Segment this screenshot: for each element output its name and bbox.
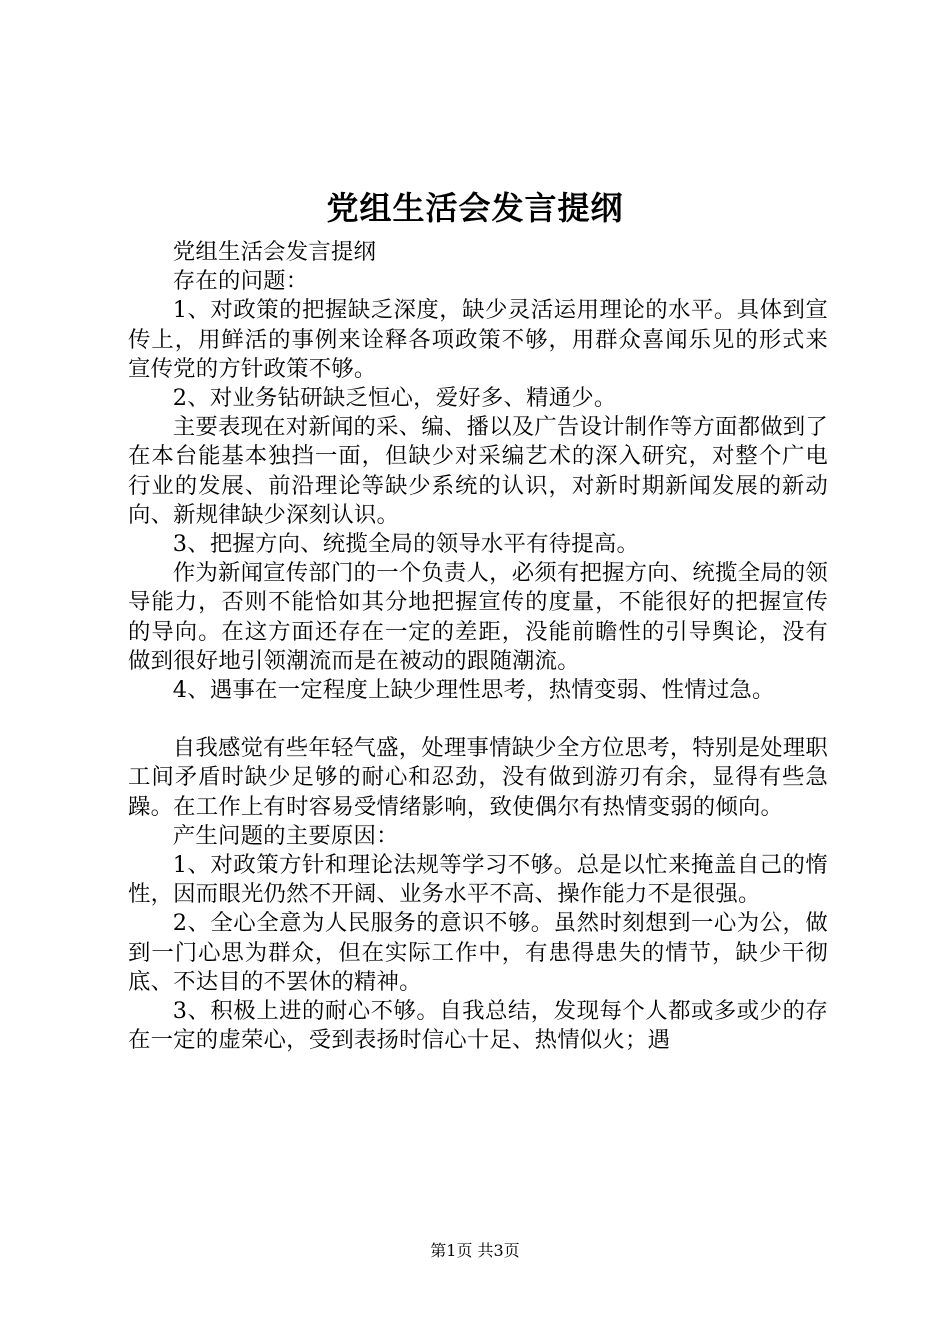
paragraph: 作为新闻宣传部门的一个负责人，必须有把握方向、统揽全局的领导能力，否则不能恰如其分地把握宣传的度量，不能很好的把握宣传的导向。在这方面还存在一定的差距，没能前瞻性的引导舆论，没有做到很好地引领潮流而是在被动的跟随潮流。 bbox=[128, 560, 828, 674]
paragraph: 2、全心全意为人民服务的意识不够。虽然时刻想到一心为公，做到一门心思为群众，但在实际工作中，有患得患失的情节，缺少干彻底、不达目的不罢休的精神。 bbox=[128, 910, 828, 995]
paragraph: 党组生活会发言提纲 bbox=[172, 239, 377, 265]
paragraph: 自我感觉有些年轻气盛，处理事情缺少全方位思考，特别是处理职工间矛盾时缺少足够的耐心和忍劲，没有做到游刃有余，显得有些急躁。在工作上有时容易受情绪影响，致使偶尔有热情变弱的倾向。 bbox=[128, 735, 828, 820]
paragraph: 主要表现在对新闻的采、编、播以及广告设计制作等方面都做到了在本台能基本独挡一面，但缺少对采编艺术的深入研究，对整个广电行业的发展、前沿理论等缺少系统的认识，对新时期新闻发展的新动向、新规律缺少深刻认识。 bbox=[128, 414, 828, 528]
paragraph: 产生问题的主要原因： bbox=[172, 822, 399, 849]
document-body bbox=[128, 238, 828, 1055]
page-footer: 第1页 共3页 bbox=[430, 1241, 520, 1260]
paragraph: 2、对业务钻研缺乏恒心，爱好多、精通少。 bbox=[172, 385, 617, 412]
paragraph: 1、对政策方针和理论法规等学习不够。总是以忙来掩盖自己的惰性，因而眼光仍然不开阔、业务水平不高、操作能力不是很强。 bbox=[128, 852, 828, 908]
paragraph-gap bbox=[128, 705, 828, 734]
paragraph: 3、积极上进的耐心不够。自我总结，发现每个人都或多或少的存在一定的虚荣心，受到表扬时信心十足、热情似火；遇 bbox=[128, 998, 828, 1054]
paragraph: 存在的问题： bbox=[172, 268, 309, 295]
paragraph: 1、对政策的把握缺乏深度，缺少灵活运用理论的水平。具体到宣传上，用鲜活的事例来诠释各项政策不够，用群众喜闻乐见的形式来宣传党的方针政策不够。 bbox=[128, 297, 828, 382]
paragraph: 4、遇事在一定程度上缺少理性思考，热情变弱、性情过急。 bbox=[172, 677, 775, 704]
document-title: 党组生活会发言提纲 bbox=[326, 189, 624, 227]
paragraph: 3、把握方向、统揽全局的领导水平有待提高。 bbox=[172, 531, 640, 558]
